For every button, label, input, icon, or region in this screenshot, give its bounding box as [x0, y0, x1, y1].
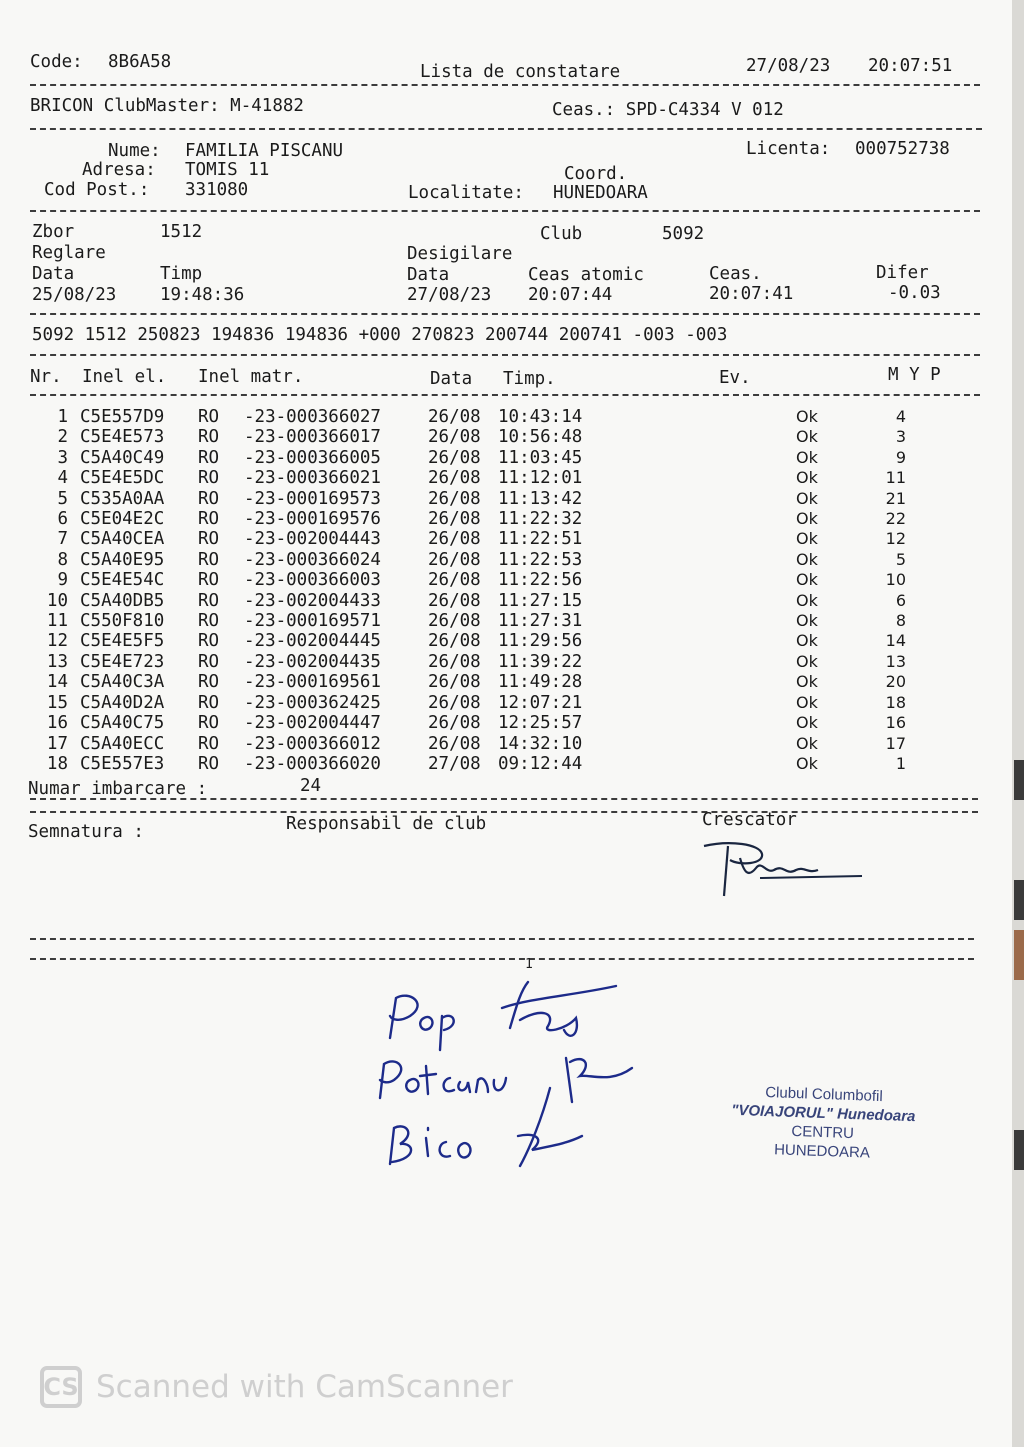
position-number: 9 — [895, 447, 906, 467]
code-line: 5092 1512 250823 194836 194836 +000 270823 200744 200741 -003 -003 — [32, 325, 728, 345]
divider — [30, 958, 974, 960]
owner-name: FAMILIA PISCANU — [185, 141, 344, 161]
event-status: Ok — [796, 611, 818, 631]
semnatura-label: Semnatura : — [28, 822, 144, 842]
clock-id: Ceas.: SPD-C4334 V 012 — [552, 100, 784, 120]
reg-date: 25/08/23 — [32, 285, 117, 305]
country-code: RO — [198, 672, 220, 693]
spacer — [658, 672, 796, 692]
position-number: 18 — [885, 692, 906, 712]
arrival-date: 26/08 — [428, 631, 481, 652]
ring-serial: -23-000169571 — [244, 611, 381, 632]
arrival-date: 26/08 — [428, 570, 481, 591]
table-row — [28, 448, 906, 468]
position-number: 17 — [885, 733, 906, 753]
ring-serial: -23-002004447 — [244, 713, 381, 734]
row-number: 6 — [57, 509, 68, 530]
code-value: 8B6A58 — [108, 52, 172, 72]
row-number: 15 — [46, 692, 68, 713]
spacer — [658, 652, 796, 672]
event-status: Ok — [796, 590, 818, 610]
zbor-value: 1512 — [160, 222, 203, 242]
reg-time: 19:48:36 — [160, 285, 245, 305]
event-status: Ok — [796, 692, 818, 712]
arrival-time: 11:22:53 — [498, 549, 583, 570]
electronic-ring: C5E557E3 — [80, 753, 165, 774]
country-code: RO — [198, 488, 220, 509]
row-number: 9 — [57, 570, 68, 591]
table-row — [28, 570, 906, 590]
row-number: 13 — [46, 651, 68, 672]
event-status: Ok — [796, 713, 818, 733]
event-status: Ok — [796, 570, 818, 590]
spacer — [658, 713, 796, 733]
spacer — [658, 754, 796, 774]
spacer — [658, 631, 796, 651]
event-status: Ok — [796, 733, 818, 753]
position-number: 4 — [895, 407, 906, 426]
position-number: 10 — [885, 570, 906, 590]
row-number: 2 — [57, 427, 68, 448]
ring-serial: -23-000169573 — [244, 488, 381, 509]
clubmaster-id: BRICON ClubMaster: M-41882 — [30, 96, 304, 116]
arrival-date: 26/08 — [428, 651, 481, 672]
electronic-ring: C5E4E5F5 — [80, 631, 165, 652]
arrival-date: 26/08 — [428, 692, 481, 713]
country-code: RO — [198, 611, 220, 632]
electronic-ring: C5E4E54C — [80, 570, 165, 591]
arrival-time: 10:56:48 — [498, 427, 583, 448]
event-status: Ok — [796, 427, 818, 447]
event-status: Ok — [796, 407, 818, 426]
ring-serial: -23-000366003 — [244, 570, 381, 591]
spacer — [658, 509, 796, 529]
country-code: RO — [198, 713, 220, 734]
row-number: 4 — [57, 468, 68, 489]
position-number: 6 — [895, 590, 906, 610]
electronic-ring: C5A40E95 — [80, 549, 165, 570]
arrival-time: 10:43:14 — [498, 407, 583, 427]
ring-serial: -23-000366017 — [244, 427, 381, 448]
imbarcare-value: 24 — [300, 776, 322, 796]
table-row — [28, 427, 906, 447]
table-row — [28, 468, 906, 488]
ceas-atomic-label: Ceas atomic — [528, 265, 644, 285]
des-date: 27/08/23 — [407, 285, 492, 305]
table-row — [28, 754, 906, 774]
license-label: Licenta: — [746, 139, 831, 159]
document-title: Lista de constatare — [420, 62, 621, 82]
header-date: 27/08/23 — [746, 56, 831, 76]
ring-serial: -23-000366005 — [244, 447, 381, 468]
electronic-ring: C535A0AA — [80, 488, 165, 509]
event-status: Ok — [796, 488, 818, 508]
divider — [30, 798, 978, 800]
event-status: Ok — [796, 651, 818, 671]
page-edge — [1012, 0, 1024, 1447]
position-number: 5 — [895, 549, 906, 569]
crescator-label: Crescator — [702, 810, 797, 830]
country-code: RO — [198, 427, 220, 448]
event-status: Ok — [796, 468, 818, 488]
spacer — [658, 448, 796, 468]
arrival-time: 09:12:44 — [498, 753, 583, 774]
divider — [30, 313, 980, 315]
ring-serial: -23-000169576 — [244, 509, 381, 530]
col-timp: Timp. — [503, 369, 556, 389]
country-code: RO — [198, 753, 220, 774]
owner-locality: HUNEDOARA — [553, 183, 648, 203]
divider — [30, 128, 982, 130]
position-number: 8 — [895, 611, 906, 631]
country-code: RO — [198, 590, 220, 611]
event-status: Ok — [796, 631, 818, 651]
divider — [30, 394, 980, 396]
spacer — [658, 734, 796, 754]
position-number: 22 — [885, 509, 906, 529]
electronic-ring: C5E4E5DC — [80, 468, 165, 489]
col-data: Data — [430, 369, 473, 389]
divider — [30, 210, 980, 212]
table-row — [28, 611, 906, 631]
arrival-time: 11:13:42 — [498, 488, 583, 509]
electronic-ring: C5E4E573 — [80, 427, 165, 448]
arrival-time: 14:32:10 — [498, 733, 583, 754]
country-code: RO — [198, 549, 220, 570]
event-status: Ok — [796, 549, 818, 569]
arrival-date: 26/08 — [428, 447, 481, 468]
spacer — [658, 570, 796, 590]
electronic-ring: C5A40D2A — [80, 692, 165, 713]
arrival-time: 11:27:15 — [498, 590, 583, 611]
table-row — [28, 693, 906, 713]
country-code: RO — [198, 651, 220, 672]
event-status: Ok — [796, 753, 818, 773]
difer-label: Difer — [876, 263, 929, 283]
handwritten-signatures — [370, 968, 640, 1178]
position-number: 12 — [885, 529, 906, 549]
electronic-ring: C5A40ECC — [80, 733, 165, 754]
arrivals-table — [28, 407, 906, 774]
ring-serial: -23-002004433 — [244, 590, 381, 611]
col-ev: Ev. — [719, 368, 751, 388]
col-inel-matr: Inel matr. — [198, 367, 304, 387]
spacer — [658, 468, 796, 488]
country-code: RO — [198, 692, 220, 713]
table-row — [28, 489, 906, 509]
arrival-time: 11:22:56 — [498, 570, 583, 591]
row-number: 11 — [46, 611, 68, 632]
table-row — [28, 713, 906, 733]
table-row — [28, 672, 906, 692]
arrival-date: 27/08 — [428, 753, 481, 774]
event-status: Ok — [796, 447, 818, 467]
page-number: 1 — [525, 957, 533, 972]
coord-label: Coord. — [564, 164, 628, 184]
col-nr: Nr. — [30, 367, 62, 387]
row-number: 12 — [46, 631, 68, 652]
position-number: 21 — [885, 488, 906, 508]
row-number: 17 — [46, 733, 68, 754]
difer-value: -0.03 — [888, 283, 941, 303]
electronic-ring: C5A40CEA — [80, 529, 165, 550]
address-label: Adresa: — [82, 160, 156, 180]
postcode-label: Cod Post.: — [44, 180, 150, 200]
name-label: Nume: — [108, 141, 161, 161]
arrival-date: 26/08 — [428, 611, 481, 632]
arrival-date: 26/08 — [428, 590, 481, 611]
row-number: 1 — [57, 407, 68, 427]
row-number: 7 — [57, 529, 68, 550]
stamp-line-2: "VOIAJORUL" Hunedoara — [730, 1101, 916, 1126]
zbor-label: Zbor — [32, 222, 75, 242]
electronic-ring: C5E4E723 — [80, 651, 165, 672]
club-stamp — [717, 1081, 930, 1164]
arrival-time: 12:25:57 — [498, 713, 583, 734]
ring-serial: -23-000362425 — [244, 692, 381, 713]
spacer — [658, 529, 796, 549]
ceas-label: Ceas. — [709, 264, 762, 284]
arrival-date: 26/08 — [428, 549, 481, 570]
position-number: 13 — [885, 651, 906, 671]
arrival-time: 11:27:31 — [498, 611, 583, 632]
watermark-text: Scanned with CamScanner — [96, 1369, 513, 1405]
row-number: 5 — [57, 488, 68, 509]
ring-serial: -23-000366027 — [244, 407, 381, 427]
country-code: RO — [198, 529, 220, 550]
table-row — [28, 734, 906, 754]
country-code: RO — [198, 570, 220, 591]
position-number: 14 — [885, 631, 906, 651]
ring-serial: -23-002004445 — [244, 631, 381, 652]
electronic-ring: C550F810 — [80, 611, 165, 632]
arrival-time: 12:07:21 — [498, 692, 583, 713]
table-row — [28, 407, 906, 427]
ring-serial: -23-000366021 — [244, 468, 381, 489]
arrival-time: 11:49:28 — [498, 672, 583, 693]
table-row — [28, 631, 906, 651]
des-atomic: 20:07:44 — [528, 285, 613, 305]
owner-license: 000752738 — [855, 139, 950, 159]
ring-serial: -23-000366024 — [244, 549, 381, 570]
col-myp: M Y P — [888, 365, 941, 385]
arrival-date: 26/08 — [428, 468, 481, 489]
arrival-time: 11:22:51 — [498, 529, 583, 550]
electronic-ring: C5E04E2C — [80, 509, 165, 530]
ring-serial: -23-000366012 — [244, 733, 381, 754]
arrival-date: 26/08 — [428, 488, 481, 509]
desigilare-label: Desigilare — [407, 244, 513, 264]
arrival-date: 26/08 — [428, 407, 481, 427]
table-row — [28, 529, 906, 549]
col-inel-el: Inel el. — [82, 367, 167, 387]
spacer — [658, 611, 796, 631]
ring-serial: -23-000366020 — [244, 753, 381, 774]
electronic-ring: C5A40C3A — [80, 672, 165, 693]
country-code: RO — [198, 468, 220, 489]
arrival-date: 26/08 — [428, 509, 481, 530]
position-number: 16 — [885, 713, 906, 733]
arrival-time: 11:12:01 — [498, 468, 583, 489]
country-code: RO — [198, 447, 220, 468]
spacer — [658, 591, 796, 611]
responsabil-label: Responsabil de club — [286, 814, 487, 834]
country-code: RO — [198, 509, 220, 530]
stamp-line-4: HUNEDOARA — [773, 1141, 871, 1162]
stamp-line-1: Clubul Columbofil — [764, 1083, 884, 1106]
spacer — [658, 427, 796, 447]
row-number: 10 — [46, 590, 68, 611]
table-row — [28, 652, 906, 672]
locality-label: Localitate: — [408, 183, 524, 203]
owner-postcode: 331080 — [185, 180, 249, 200]
row-number: 16 — [46, 713, 68, 734]
ring-serial: -23-002004443 — [244, 529, 381, 550]
country-code: RO — [198, 733, 220, 754]
row-number: 3 — [57, 447, 68, 468]
arrival-time: 11:03:45 — [498, 447, 583, 468]
reg-timp-label: Timp — [160, 264, 203, 284]
stamp-line-3: CENTRU — [791, 1122, 855, 1143]
table-row — [28, 509, 906, 529]
row-number: 18 — [46, 753, 68, 774]
arrival-date: 26/08 — [428, 733, 481, 754]
owner-address: TOMIS 11 — [185, 160, 270, 180]
country-code: RO — [198, 407, 220, 427]
club-value: 5092 — [662, 224, 705, 244]
position-number: 1 — [895, 753, 906, 773]
arrival-time: 11:39:22 — [498, 651, 583, 672]
divider — [30, 811, 978, 813]
electronic-ring: C5E557D9 — [80, 407, 165, 427]
table-row — [28, 591, 906, 611]
arrival-time: 11:29:56 — [498, 631, 583, 652]
spacer — [658, 407, 796, 427]
event-status: Ok — [796, 529, 818, 549]
header-time: 20:07:51 — [868, 56, 953, 76]
arrival-date: 26/08 — [428, 427, 481, 448]
club-label: Club — [540, 224, 583, 244]
position-number: 3 — [895, 427, 906, 447]
crescator-signature — [700, 838, 870, 902]
camscanner-watermark — [40, 1362, 513, 1412]
spacer — [658, 693, 796, 713]
row-number: 14 — [46, 672, 68, 693]
des-data-label: Data — [407, 265, 450, 285]
des-clock: 20:07:41 — [709, 284, 794, 304]
divider — [30, 84, 980, 86]
reg-data-label: Data — [32, 264, 75, 284]
electronic-ring: C5A40C49 — [80, 447, 165, 468]
event-status: Ok — [796, 509, 818, 529]
imbarcare-label: Numar imbarcare : — [28, 779, 208, 799]
arrival-time: 11:22:32 — [498, 509, 583, 530]
event-status: Ok — [796, 672, 818, 692]
code-label: Code: — [30, 52, 83, 72]
position-number: 11 — [885, 468, 906, 488]
electronic-ring: C5A40C75 — [80, 713, 165, 734]
row-number: 8 — [57, 549, 68, 570]
ring-serial: -23-002004435 — [244, 651, 381, 672]
divider — [30, 938, 974, 940]
spacer — [658, 550, 796, 570]
spacer — [658, 489, 796, 509]
camscanner-logo-icon: CS — [40, 1366, 82, 1408]
table-row — [28, 550, 906, 570]
arrival-date: 26/08 — [428, 713, 481, 734]
divider — [30, 354, 980, 356]
position-number: 20 — [885, 672, 906, 692]
arrival-date: 26/08 — [428, 672, 481, 693]
electronic-ring: C5A40DB5 — [80, 590, 165, 611]
country-code: RO — [198, 631, 220, 652]
ring-serial: -23-000169561 — [244, 672, 381, 693]
reglare-label: Reglare — [32, 243, 106, 263]
arrival-date: 26/08 — [428, 529, 481, 550]
